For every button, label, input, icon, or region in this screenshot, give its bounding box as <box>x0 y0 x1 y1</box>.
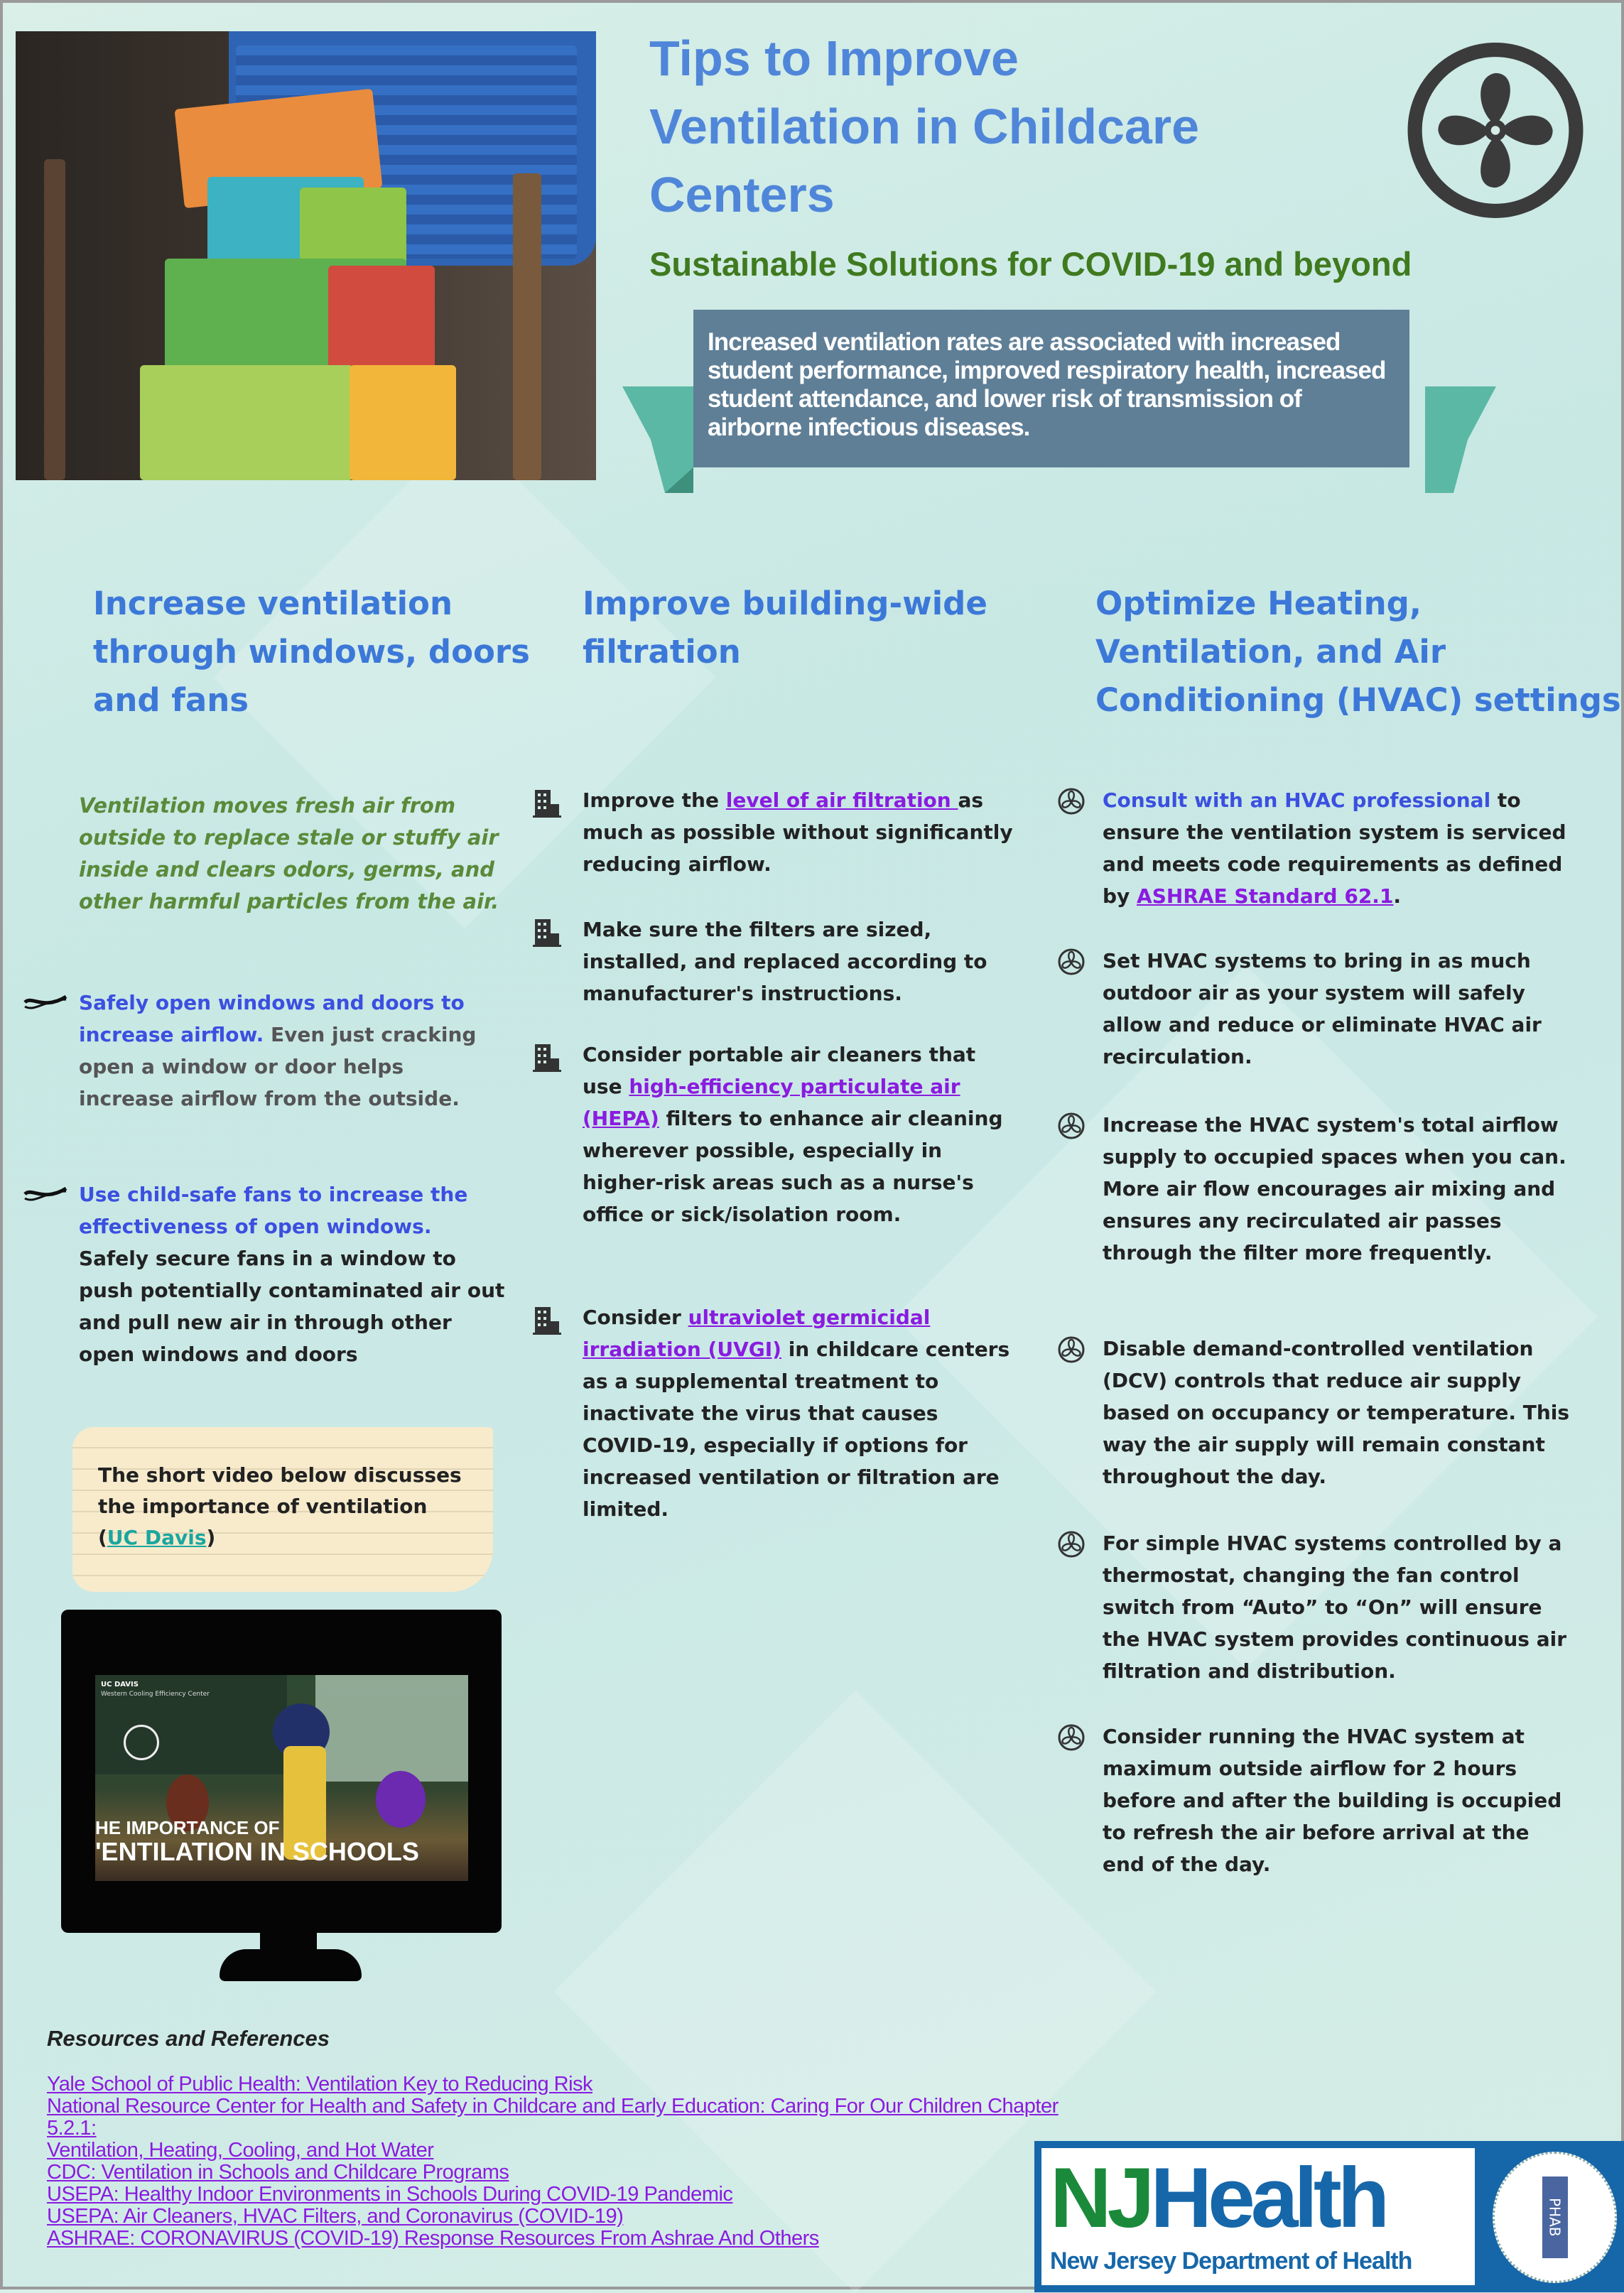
logo-nj: NJ <box>1050 2150 1151 2245</box>
bullet <box>533 787 561 828</box>
uc-davis-link[interactable]: UC Davis <box>107 1526 207 1549</box>
phab-seal-text: PHAB <box>1542 2177 1568 2258</box>
resource-link-nrc-cont[interactable]: Ventilation, Heating, Cooling, and Hot Water <box>47 2139 434 2162</box>
fan-outline-icon <box>1057 1335 1086 1364</box>
item-text: Even just cracking open a window or door helps increase airflow from the outside. <box>79 1023 477 1110</box>
list-item <box>1103 1333 1571 1492</box>
list-item <box>79 1178 505 1370</box>
bullet <box>1057 1723 1086 1761</box>
list-item <box>583 1039 1016 1230</box>
item-text: Disable demand-controlled ventilation (DCV) controls that reduce air supply based on occupancy or temperature. This way the air supply will remain constant throughout the day. <box>1103 1337 1570 1488</box>
reference-link[interactable]: high-efficiency particulate air (HEPA) <box>583 1075 960 1130</box>
video-channel: UC DAVIS <box>101 1681 139 1688</box>
video-thumbnail[interactable] <box>95 1675 468 1881</box>
fan-icon <box>1406 39 1585 222</box>
bullet <box>533 1304 561 1345</box>
reference-link[interactable]: level of air filtration <box>725 788 958 812</box>
item-text: Set HVAC systems to bring in as much outdoor air as your system will safely allow and reduce or eliminate HVAC air recirculation. <box>1103 949 1542 1068</box>
title-line: Ventilation in Childcare <box>649 99 1200 154</box>
bullet <box>533 1041 561 1082</box>
resource-link-ashrae[interactable]: ASHRAE: CORONAVIRUS (COVID-19) Response Resources From Ashrae And Others <box>47 2227 819 2250</box>
item-text: Safely secure fans in a window to push potentially contaminated air out and pull new air in through other open windows and doors <box>79 1247 505 1366</box>
resource-link-yale[interactable]: Yale School of Public Health: Ventilation Key to Reducing Risk <box>47 2073 593 2096</box>
nj-health-logo <box>1034 2141 1624 2292</box>
building-icon <box>533 787 561 818</box>
item-text: Consider <box>583 1306 688 1329</box>
resource-links <box>47 2074 1113 2250</box>
item-text: Consider portable air cleaners that use <box>583 1043 976 1098</box>
bullet <box>1057 1530 1086 1568</box>
note-text: The short video below discusses the importance of ventilation ( <box>98 1463 462 1549</box>
item-text: Improve the <box>583 788 726 812</box>
ventilation-intro: Ventilation moves fresh air from outside to replace stale or stuffy air inside and clears odors, germs, and other harmful particles from the air. <box>79 793 499 914</box>
note-text-end: ) <box>206 1526 216 1549</box>
resources-heading: Resources and References <box>47 2026 330 2051</box>
item-text: Use child-safe fans to increase the effectiveness of open windows. <box>79 1183 468 1238</box>
title-line: Tips to Improve <box>649 31 1019 86</box>
resource-link-nrc[interactable]: National Resource Center for Health and Safety in Childcare and Early Education: Caring For Our Children Chapter 5.2.1: <box>47 2095 1059 2140</box>
wind-icon <box>22 1181 72 1210</box>
item-text: Consider running the HVAC system at maximum outside airflow for 2 hours before and after the building is occupied to refresh the air before arrival at the end of the day. <box>1103 1725 1562 1876</box>
bullet <box>1057 1112 1086 1149</box>
building-icon <box>533 1304 561 1335</box>
item-text: filters to enhance air cleaning wherever possible, especially in higher-risk areas such as a nurse's office or sick/isolation room. <box>583 1107 1003 1226</box>
bullet <box>1057 948 1086 985</box>
subtitle: Sustainable Solutions for COVID-19 and beyond <box>649 245 1412 283</box>
list-item <box>1103 1720 1571 1880</box>
video-title-line: HE IMPORTANCE OF <box>95 1817 280 1838</box>
monitor-stand <box>220 1949 362 1981</box>
item-text: Increase the HVAC system's total airflow supply to occupied spaces when you can. More air flow encourages air mixing and ensures any recirculated air passes through the filter more frequently. <box>1103 1113 1566 1264</box>
item-text: Safely open windows and doors to increase airflow. <box>79 991 465 1046</box>
fan-outline-icon <box>1057 1723 1086 1752</box>
bullet <box>22 990 72 1027</box>
list-item <box>1103 784 1571 912</box>
bullet <box>1057 1335 1086 1373</box>
list-item <box>1103 945 1571 1073</box>
list-item <box>583 1301 1016 1525</box>
list-item <box>583 914 1016 1009</box>
title-line: Centers <box>649 167 835 222</box>
logo-department: New Jersey Department of Health <box>1050 2248 1412 2275</box>
list-item <box>79 987 505 1115</box>
building-icon <box>533 916 561 948</box>
column-heading-ventilation: Increase ventilation through windows, doors and fans <box>93 585 530 719</box>
logo-health: Health <box>1150 2150 1386 2245</box>
item-text: as much as possible without significantly reducing airflow. <box>583 788 1013 876</box>
item-text: . <box>1393 884 1402 908</box>
list-item <box>1103 1527 1571 1687</box>
building-icon <box>533 1041 561 1073</box>
reference-link[interactable]: ultraviolet germicidal irradiation (UVGI) <box>583 1306 931 1361</box>
item-text: Make sure the filters are sized, installed, and replaced according to manufacturer's instructions. <box>583 918 987 1005</box>
item-text: in childcare centers as a supplemental treatment to inactivate the virus that causes COVID-19, especially if options for increased ventilation or filtration are limited. <box>583 1338 1010 1521</box>
video-note <box>72 1427 493 1592</box>
fan-outline-icon <box>1057 1530 1086 1559</box>
bullet <box>1057 787 1086 825</box>
column-heading-hvac: Optimize Heating, Ventilation, and Air Conditioning (HVAC) settings <box>1095 585 1621 719</box>
fan-outline-icon <box>1057 1112 1086 1140</box>
fan-outline-icon <box>1057 787 1086 815</box>
key-message-banner: Increased ventilation rates are associated with increased student performance, improved respiratory health, increased student attendance, and lower risk of transmission of airborne infectious diseases. <box>693 310 1409 467</box>
bullet <box>533 916 561 957</box>
resource-link-cdc[interactable]: CDC: Ventilation in Schools and Childcare Programs <box>47 2161 509 2184</box>
fan-outline-icon <box>1057 948 1086 976</box>
page-title <box>649 24 1360 229</box>
item-text: to ensure the ventilation system is serviced and meets code requirements as defined by <box>1103 788 1566 908</box>
item-text: Consult with an HVAC professional <box>1103 788 1491 812</box>
reference-link[interactable]: ASHRAE Standard 62.1 <box>1137 884 1394 908</box>
video-channel-sub: Western Cooling Efficiency Center <box>101 1691 210 1698</box>
hero-photo-toy-blocks <box>16 31 596 480</box>
wind-icon <box>22 990 72 1018</box>
phab-seal <box>1493 2152 1617 2283</box>
resource-link-usepa-schools[interactable]: USEPA: Healthy Indoor Environments in Schools During COVID-19 Pandemic <box>47 2183 733 2206</box>
video-title-line: 'ENTILATION IN SCHOOLS <box>95 1837 419 1866</box>
column-heading-filtration: Improve building-wide filtration <box>583 585 987 671</box>
list-item <box>583 784 1016 880</box>
resource-link-usepa-air-cleaners[interactable]: USEPA: Air Cleaners, HVAC Filters, and Coronavirus (COVID-19) <box>47 2205 624 2228</box>
bullet <box>22 1181 72 1219</box>
list-item <box>1103 1109 1571 1269</box>
item-text: For simple HVAC systems controlled by a thermostat, changing the fan control switch from “Auto” to “On” will ensure the HVAC system provides continuous air filtration and distribution. <box>1103 1532 1566 1683</box>
